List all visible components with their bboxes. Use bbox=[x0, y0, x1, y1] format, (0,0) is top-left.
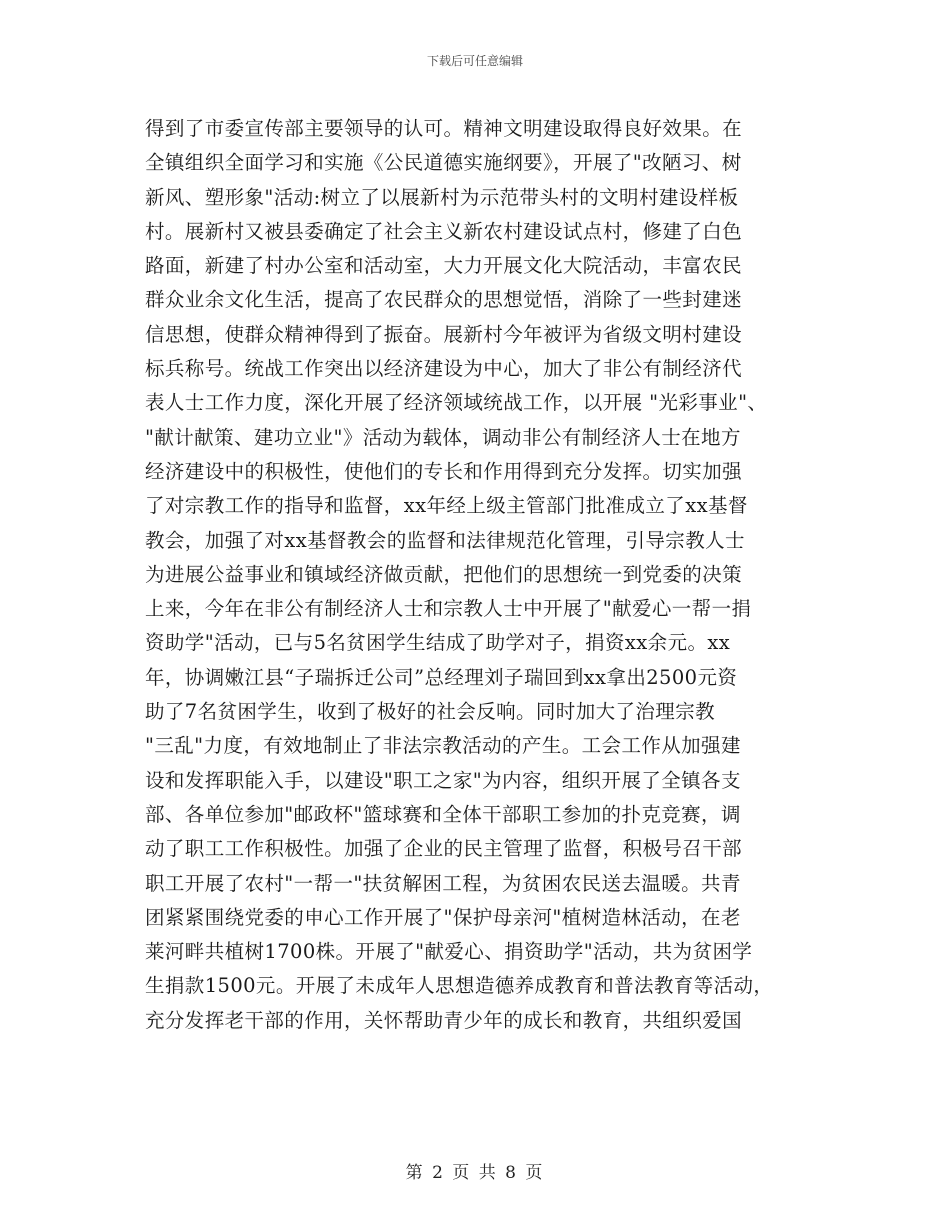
body-line: 信思想，使群众精神得到了振奋。展新村今年被评为省级文明村建设 bbox=[145, 322, 743, 346]
body-line: 设和发挥职能入手，以建设"职工之家"为内容，组织开展了全镇各支 bbox=[145, 768, 741, 792]
body-line: 了对宗教工作的指导和监督，xx年经上级主管部门批准成立了xx基督 bbox=[145, 494, 748, 518]
body-line: 经济建设中的积极性，使他们的专长和作用得到充分发挥。切实加强 bbox=[145, 459, 743, 483]
body-line: 新风、塑形象"活动:树立了以展新村为示范带头村的文明村建设样板 bbox=[145, 185, 739, 209]
document-body bbox=[145, 112, 810, 1038]
body-line: 年，协调嫩江县“子瑞拆迁公司”总经理刘子瑞回到xx拿出2500元资 bbox=[145, 665, 738, 689]
body-line: 职工开展了农村"一帮一"扶贫解困工程，为贫困农民送去温暖。共青 bbox=[145, 871, 741, 895]
body-line: 表人士工作力度，深化开展了经济领域统战工作，以开展 "光彩事业"、 bbox=[145, 391, 768, 415]
body-line: 生捐款1500元。开展了未成年人思想造德养成教育和普法教育等活动， bbox=[145, 974, 774, 998]
body-line: 资助学"活动，已与5名贫困学生结成了助学对子，捐资xx余元。xx bbox=[145, 631, 731, 655]
body-line: "献计献策、建功立业"》活动为载体，调动非公有制经济人士在地方 bbox=[145, 425, 741, 449]
body-line: 团紧紧围绕党委的申心工作开展了"保护母亲河"植树造林活动，在老 bbox=[145, 905, 741, 929]
body-line: 莱河畔共植树1700株。开展了"献爱心、捐资助学"活动，共为贫困学 bbox=[145, 940, 753, 964]
body-line: 路面，新建了村办公室和活动室，大力开展文化大院活动，丰富农民 bbox=[145, 254, 743, 278]
page-header-note: 下载后可任意编辑 bbox=[426, 54, 523, 68]
body-line: 部、各单位参加"邮政杯"篮球赛和全体干部职工参加的扑克竞赛，调 bbox=[145, 802, 741, 826]
body-line: 充分发挥老干部的作用，关怀帮助青少年的成长和教育，共组织爱国 bbox=[145, 1008, 743, 1032]
body-line: 教会，加强了对xx基督教会的监督和法律规范化管理，引导宗教人士 bbox=[145, 528, 745, 552]
body-line: 村。展新村又被县委确定了社会主义新农村建设试点村，修建了白色 bbox=[145, 219, 743, 243]
body-line: 为进展公益事业和镇域经济做贡献，把他们的思想统一到党委的决策 bbox=[145, 562, 743, 586]
body-line: 全镇组织全面学习和实施《公民道德实施纲要》，开展了"改陋习、树 bbox=[145, 151, 742, 175]
body-line: 得到了市委宣传部主要领导的认可。精神文明建设取得良好效果。在 bbox=[145, 117, 743, 140]
body-line: 助了7名贫困学生，收到了极好的社会反响。同时加大了治理宗教 bbox=[145, 700, 716, 724]
body-line: 动了职工工作积极性。加强了企业的民主管理了监督，积极号召干部 bbox=[145, 837, 743, 861]
body-line: 标兵称号。统战工作突出以经济建设为中心，加大了非公有制经济代 bbox=[145, 357, 743, 381]
page-number: 第 2 页 共 8 页 bbox=[405, 1163, 545, 1183]
body-line: "三乱"力度，有效地制止了非法宗教活动的产生。工会工作从加强建 bbox=[145, 734, 741, 758]
body-line: 上来，今年在非公有制经济人士和宗教人士中开展了"献爱心一帮一捐 bbox=[145, 597, 752, 621]
body-line: 群众业余文化生活，提高了农民群众的思想觉悟，消除了一些封建迷 bbox=[145, 288, 743, 312]
